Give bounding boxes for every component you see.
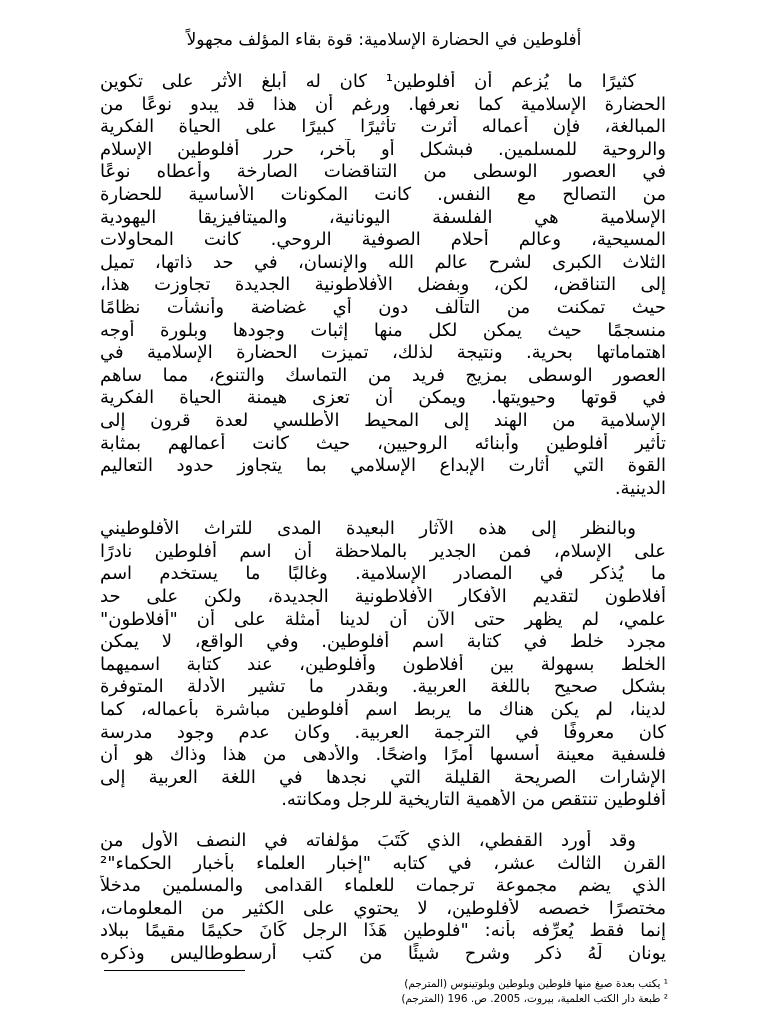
text-line: حيث تمكنت من التآلف دون أي غضاضة وأنشأت نظامًا: [100, 296, 666, 318]
text-line: القرن الثالث عشر، في كتابه "إخبار العلماء بأخبار الحكماء"²: [100, 852, 666, 874]
text-line: إنما فقط يُعرِّفه بأنه: "فلوطين هَذَا الرجل كَانَ حكيمًا مقيمًا ببلاد: [100, 920, 666, 942]
footnote-separator: [104, 970, 245, 971]
text-line: الدينية.: [614, 477, 666, 499]
text-line: فلسفية معينة أسسها أمرًا واضحًا. والأدهى من هذا وذاك هو أن: [100, 744, 666, 766]
text-line: ما يُذكر في المصادر الإسلامية. وغالبًا ما يستخدم اسم: [100, 563, 666, 585]
text-line: في العصور الوسطى من التناقضات الصارخة وأعطاه نوعًا: [100, 161, 666, 183]
text-line: الخلط بسهولة بين أفلاطون وأفلوطين، عند كتابة اسميهما: [100, 653, 666, 675]
text-line: القوة التي أثارت الإبداع الإسلامي بما يتجاوز حدود التعاليم: [100, 455, 666, 477]
text-line: إلى التناقض، لكن، وبفضل الأفلاطونية الجديدة تجاوزت هذا،: [100, 274, 666, 296]
text-line: تأثير أفلوطين وأبنائه الروحيين، حيث كانت أعمالهم بمثابة: [100, 432, 666, 454]
paragraph-1: [100, 71, 666, 500]
text-line: الإسلامية هي الفلسفة اليونانية، والميتافيزيقا اليهودية: [100, 206, 666, 228]
text-line: المبالغة، فإن أعماله أثرت تأثيرًا كبيرًا على الحياة الفكرية: [100, 116, 666, 138]
text-line: علمي، لم يظهر حتى الآن أن لدينا أمثلة على أن "أفلاطون": [100, 608, 666, 630]
footnotes: [100, 977, 668, 1007]
page-title: أفلوطين في الحضارة الإسلامية: قوة بقاء المؤلف مجهولاً: [186, 30, 582, 50]
text-line: كان معروفًا في الترجمة العربية. وكان عدم وجود مدرسة: [100, 721, 666, 743]
body-text: [100, 71, 666, 966]
text-line: الحضارة الإسلامية كما نعرفها. ورغم أن هذا قد يبدو نوعًا من: [100, 93, 666, 115]
text-line: منسجمًا حيث يمكن لكل منها إثبات وجودها وبلورة أوجه: [100, 319, 666, 341]
paragraph-2: [100, 518, 666, 812]
text-line: الثلاث الكبرى لشرح عالم الله والإنسان، في حد ذاتها، تميل: [100, 251, 666, 273]
footnote-1: ¹ يكتب بعدة صيغ منها فلوطين وبلوطين وبلوتينوس (المترجم): [404, 978, 668, 990]
footnote-2: ² طبعة دار الكتب العلمية، بيروت، 2005. ص. 196 (المترجم): [401, 993, 668, 1005]
text-line: أفلاطون لتقديم الأفكار الأفلاطونية الجديدة، ولكن على حد: [100, 586, 666, 608]
text-line: على الإسلام، فمن الجدير بالملاحظة أن اسم أفلوطين نادرًا: [100, 540, 666, 562]
text-line: الإشارات الصريحة القليلة التي نجدها في اللغة العربية إلى: [100, 766, 666, 788]
text-line: بشكل صحيح باللغة العربية. وبقدر ما تشير الأدلة المتوفرة: [100, 676, 666, 698]
text-line: العصور الوسطى بمزيج فريد من التماسك والتنوع، مما ساهم: [100, 364, 666, 386]
text-line: يونان لَهُ ذكر وشرح شيئًا من كتب أرسطوطاليس وذكره: [100, 942, 666, 964]
text-line: في قوتها وحيويتها. ويمكن أن تعزى هيمنة الحياة الفكرية: [100, 387, 666, 409]
text-line: كثيرًا ما يُزعم أن أفلوطين¹ كان له أبلغ الأثر على تكوين: [100, 71, 636, 92]
text-line: من التصالح مع النفس. كانت المكونات الأساسية للحضارة: [100, 183, 666, 205]
text-line: الذي يضم مجموعة ترجمات للعلماء القدامى والمسلمين مدخلاً: [100, 875, 666, 897]
text-line: مجرد خلط في كتابة اسم أفلوطين. وفي الواقع، لا يمكن: [100, 631, 666, 653]
text-line: مختصرًا خصصه لأفلوطين، لا يحتوي على الكثير من المعلومات،: [100, 897, 666, 919]
text-line: اهتماماتها بحرية. ونتيجة لذلك، تميزت الحضارة الإسلامية في: [100, 342, 666, 364]
text-line: أفلوطين تنتقص من الأهمية التاريخية للرجل ومكانته.: [281, 789, 666, 811]
text-line: الإسلامية من الهند إلى المحيط الأطلسي لعدة قرون إلى: [100, 409, 666, 431]
text-line: وبالنظر إلى هذه الآثار البعيدة المدى للتراث الأفلوطيني: [100, 518, 636, 540]
text-line: والروحية للمسلمين. فبشكل أو بآخر، حرر أفلوطين الإسلام: [100, 138, 666, 160]
text-line: لدينا، لم يكن هناك ما يربط اسم أفلوطين مباشرة بأعماله، كما: [100, 699, 666, 721]
text-line: وقد أورد القفطي، الذي كَتَبَ مؤلفاته في النصف الأول من: [100, 830, 636, 851]
paragraph-3: [100, 830, 666, 966]
text-line: المسيحية، وعالم أحلام الصوفية الروحي. كانت المحاولات: [100, 229, 666, 251]
